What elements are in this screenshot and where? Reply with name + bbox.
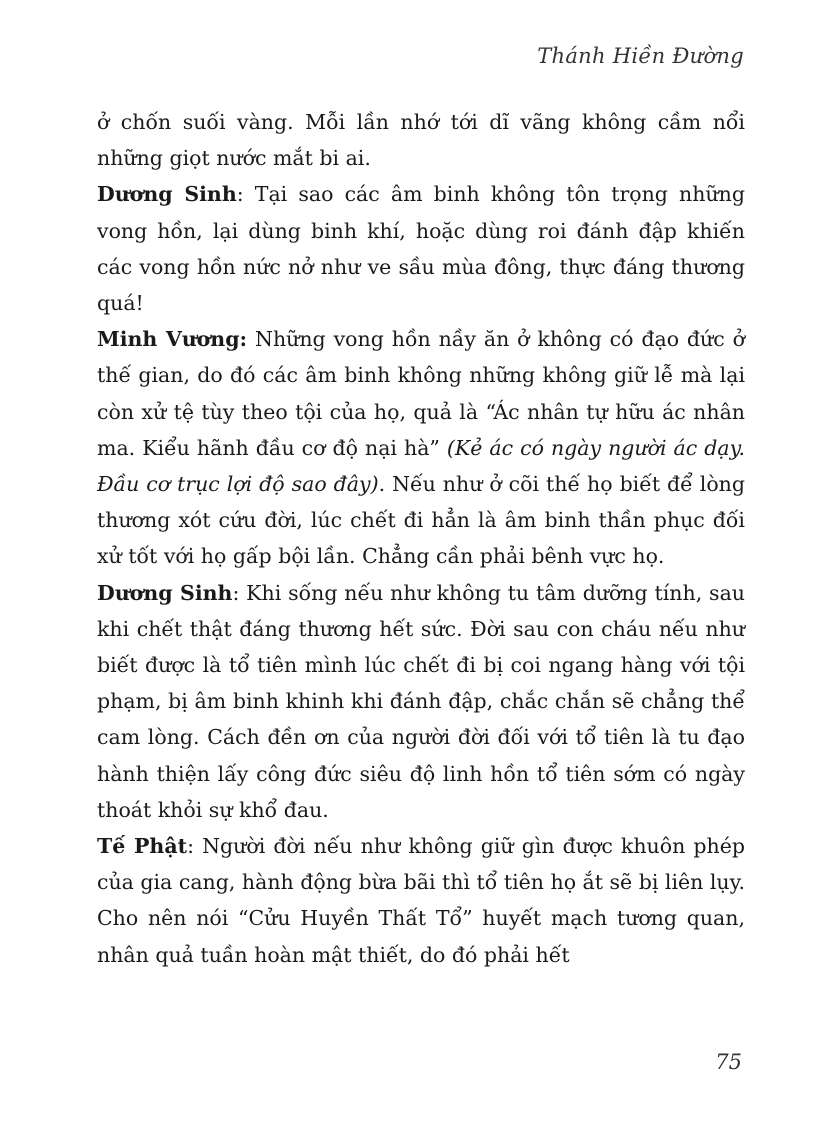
paragraph-1 bbox=[97, 104, 745, 176]
speaker-name: Dương Sinh bbox=[97, 580, 233, 605]
paragraph-text: : Người đời nếu như không giữ gìn được khuôn phép của gia cang, hành động bừa bãi thì tổ tiên họ ắt sẽ bị liên lụy. Cho nên nói “Cửu Huyền Thất Tổ” huyết mạch tương quan, nhân quả tuần hoàn mật thiết, do đó phải hết bbox=[97, 834, 745, 967]
speaker-name: Tế Phật bbox=[97, 834, 188, 859]
page-header: Thánh Hiền Đường bbox=[537, 44, 744, 68]
italic-translation: (Kẻ ác có ngày người ác dạy. Đầu cơ trục lợi độ sao đây) bbox=[97, 435, 745, 497]
paragraph-text: ở chốn suối vàng. Mỗi lần nhớ tới dĩ vãng không cầm nổi những giọt nước mắt bi ai. bbox=[97, 110, 745, 171]
paragraph-text: . Nếu như ở cõi thế họ biết để lòng thương xót cứu đời, lúc chết đi hẳn là âm binh thần phục đối xử tốt với họ gấp bội lần. Chẳng cần phải bênh vực họ. bbox=[97, 472, 745, 569]
paragraph-2 bbox=[97, 176, 745, 321]
paragraph-text: : Khi sống nếu như không tu tâm dưỡng tính, sau khi chết thật đáng thương hết sức. Đời sau con cháu nếu như biết được là tổ tiên mình lúc chết đi bị coi ngang hàng với tội phạm, bị âm binh khinh khi đánh đập, chắc chắn sẽ chẳng thể cam lòng. Cách đền ơn của người đời đối với tổ tiên là tu đạo hành thiện lấy công đức siêu độ linh hồn tổ tiên sớm có ngày thoát khỏi sự khổ đau. bbox=[97, 580, 745, 822]
paragraph-4 bbox=[97, 575, 745, 828]
page-number: 75 bbox=[715, 1050, 742, 1074]
paragraph-5 bbox=[97, 828, 745, 973]
speaker-name: Minh Vương: bbox=[97, 327, 248, 352]
page-body bbox=[97, 104, 745, 973]
paragraph-text: : Tại sao các âm binh không tôn trọng những vong hồn, lại dùng binh khí, hoặc dùng roi đánh đập khiến các vong hồn nức nở như ve sầu mùa đông, thực đáng thương quá! bbox=[97, 182, 745, 316]
paragraph-3 bbox=[97, 321, 745, 574]
speaker-name: Dương Sinh bbox=[97, 182, 237, 207]
paragraph-text: Những vong hồn nầy ăn ở không có đạo đức ở thế gian, do đó các âm binh không những không giữ lễ mà lại còn xử tệ tùy theo tội của họ, quả là “Ác nhân tự hữu ác nhân ma. Kiểu hãnh đầu cơ độ nại hà” bbox=[97, 327, 745, 460]
